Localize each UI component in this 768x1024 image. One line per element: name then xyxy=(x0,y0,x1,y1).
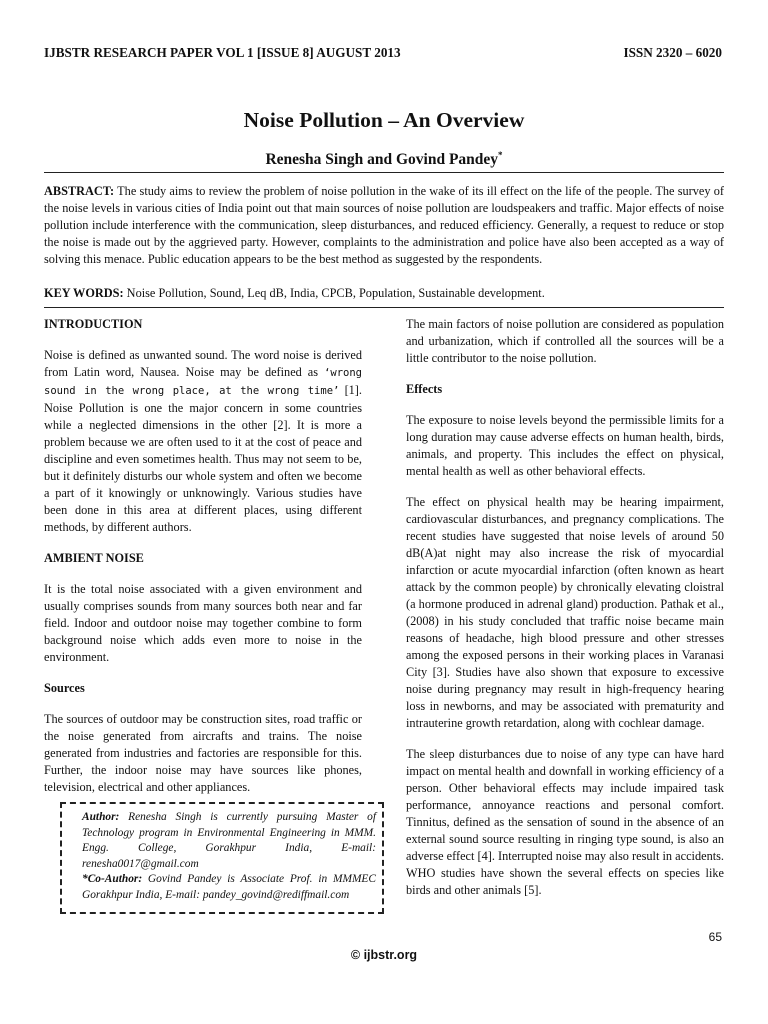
paper-title: Noise Pollution – An Overview xyxy=(243,108,525,132)
ambient-noise-paragraph: It is the total noise associated with a given environment and usually comprises sounds from many sources both near and far field. Indoor and outdoor noise may together combine to form background noise which adds even more to noise in the environment. xyxy=(44,582,362,664)
keywords-text: Noise Pollution, Sound, Leq dB, India, CPCB, Population, Sustainable development. xyxy=(123,286,545,300)
introduction-heading: INTRODUCTION xyxy=(44,317,143,331)
coauthor-text: Govind Pandey is Associate Prof. in MMMEC Gorakhpur India, E-mail: pandey_govind@rediffmail.com xyxy=(82,873,376,901)
author-text: Renesha Singh is currently pursuing Master of Technology program in Environmental Engineering in MMM. Engg. College, Gorakhpur India, E-mail: renesha0017@gmail.com xyxy=(82,811,376,870)
sources-heading: Sources xyxy=(44,681,85,695)
left-column xyxy=(44,316,362,810)
effects-paragraph-1: The exposure to noise levels beyond the permissible limits for a long duration may cause adverse effects on human health, birds, animals, and property. This includes the effect on physical, mental health as well as other behavioral effects. xyxy=(406,413,724,478)
intro-quote: ‘wrong sound in the wrong place, at the wrong time’ xyxy=(44,367,362,397)
abstract-text: The study aims to review the problem of noise pollution in the wake of its ill effect on the life of the people. The survey of the noise levels in various cities of India point out that main sources of noise pollution are loudspeakers and traffic. Major effects of noise pollution include interference with the communication, sleep disturbances, and reduced efficiency. Generally, a request to reduce or stop the noise is made out by the aggrieved party. However, complaints to the administration and police have also been accepted as a way of solving this menace. Public education appears to be the best method as suggested by the respondents. xyxy=(44,184,724,266)
keywords-divider xyxy=(44,307,724,308)
intro-text-a: Noise is defined as unwanted sound. The word noise is derived from Latin word, Nausea. Noise may be defined as xyxy=(44,348,362,379)
author-label: Author: xyxy=(82,811,120,823)
footer-copyright: © ijbstr.org xyxy=(350,948,418,962)
effects-paragraph-2: The effect on physical health may be hearing impairment, cardiovascular disturbances, and pregnancy complications. The recent studies have suggested that noise levels of around 50 dB(A)at night may also increase the risk of myocardial infarction or acute myocardial infarction (often known as heart attack by the common people) by chronically elevating cloistral (a hormone produced in adrenal gland) production. Pathak et al., (2008) in his study concluded that traffic noise became main reasons of headache, high blood pressure and other stresses among the exposed persons in their working places in Varanasi City [3]. Studies have also shown that exposure to excessive noise during pregnancy may result in high-frequency hearing loss in newborns, and may be associated with prematurity and intrauterine growth retardation, along with cochlear damage. xyxy=(406,495,724,730)
factors-paragraph: The main factors of noise pollution are considered as population and urbanization, which if controlled all the sources will be a little contributor to the noise pollution. xyxy=(406,317,724,365)
abstract xyxy=(44,183,724,268)
abstract-label: ABSTRACT: xyxy=(44,184,115,198)
issn-header: ISSN 2320 – 6020 xyxy=(623,45,722,60)
keywords-label: KEY WORDS: xyxy=(44,286,124,300)
coauthor-label: *Co-Author: xyxy=(82,873,143,886)
intro-text-b: [1]. Noise Pollution is one the major concern in some countries while a neglected dimensions in the other [2]. It is more a problem because we are often used to it at the cost of peace and discipline and even sometimes health. Thus may not seem to be, but it definitely disturbs our whole system and often we become a part of it knowingly or unknowingly. Various studies have been done in this area at different places, using different methods, by different authors. xyxy=(44,383,362,534)
sources-paragraph: The sources of outdoor may be construction sites, road traffic or the noise generated from aircrafts and trains. The noise generated from industries and factories are responsible for this. Further, the indoor noise may have sources like phones, television, electrical and other appliances. xyxy=(44,712,362,794)
top-divider xyxy=(44,172,724,173)
effects-heading: Effects xyxy=(406,382,443,396)
author-line xyxy=(0,150,768,169)
introduction-paragraph xyxy=(44,347,362,536)
keywords xyxy=(44,285,724,302)
page-number: 65 xyxy=(708,930,722,944)
ambient-noise-heading: AMBIENT NOISE xyxy=(44,551,144,565)
author-info-box xyxy=(60,802,384,914)
author-names: Renesha Singh and Govind Pandey xyxy=(265,151,499,169)
effects-paragraph-3: The sleep disturbances due to noise of any type can have hard impact on mental health and downfall in working efficiency of a person. Other behavioral effects may include impaired task performance, annoyance reactions and personal comfort. Tinnitus, defined as the sensation of sound in the absence of an external sound source resulting in ringing type sound, is also an adverse effect [4]. Interrupted noise may also result in accidents. WHO studies have shown the several effects on species like birds and other animals [5]. xyxy=(406,747,724,897)
journal-header: IJBSTR RESEARCH PAPER VOL 1 [ISSUE 8] AUGUST 2013 xyxy=(44,45,401,60)
author-mark: * xyxy=(498,150,503,160)
right-column xyxy=(406,316,724,913)
